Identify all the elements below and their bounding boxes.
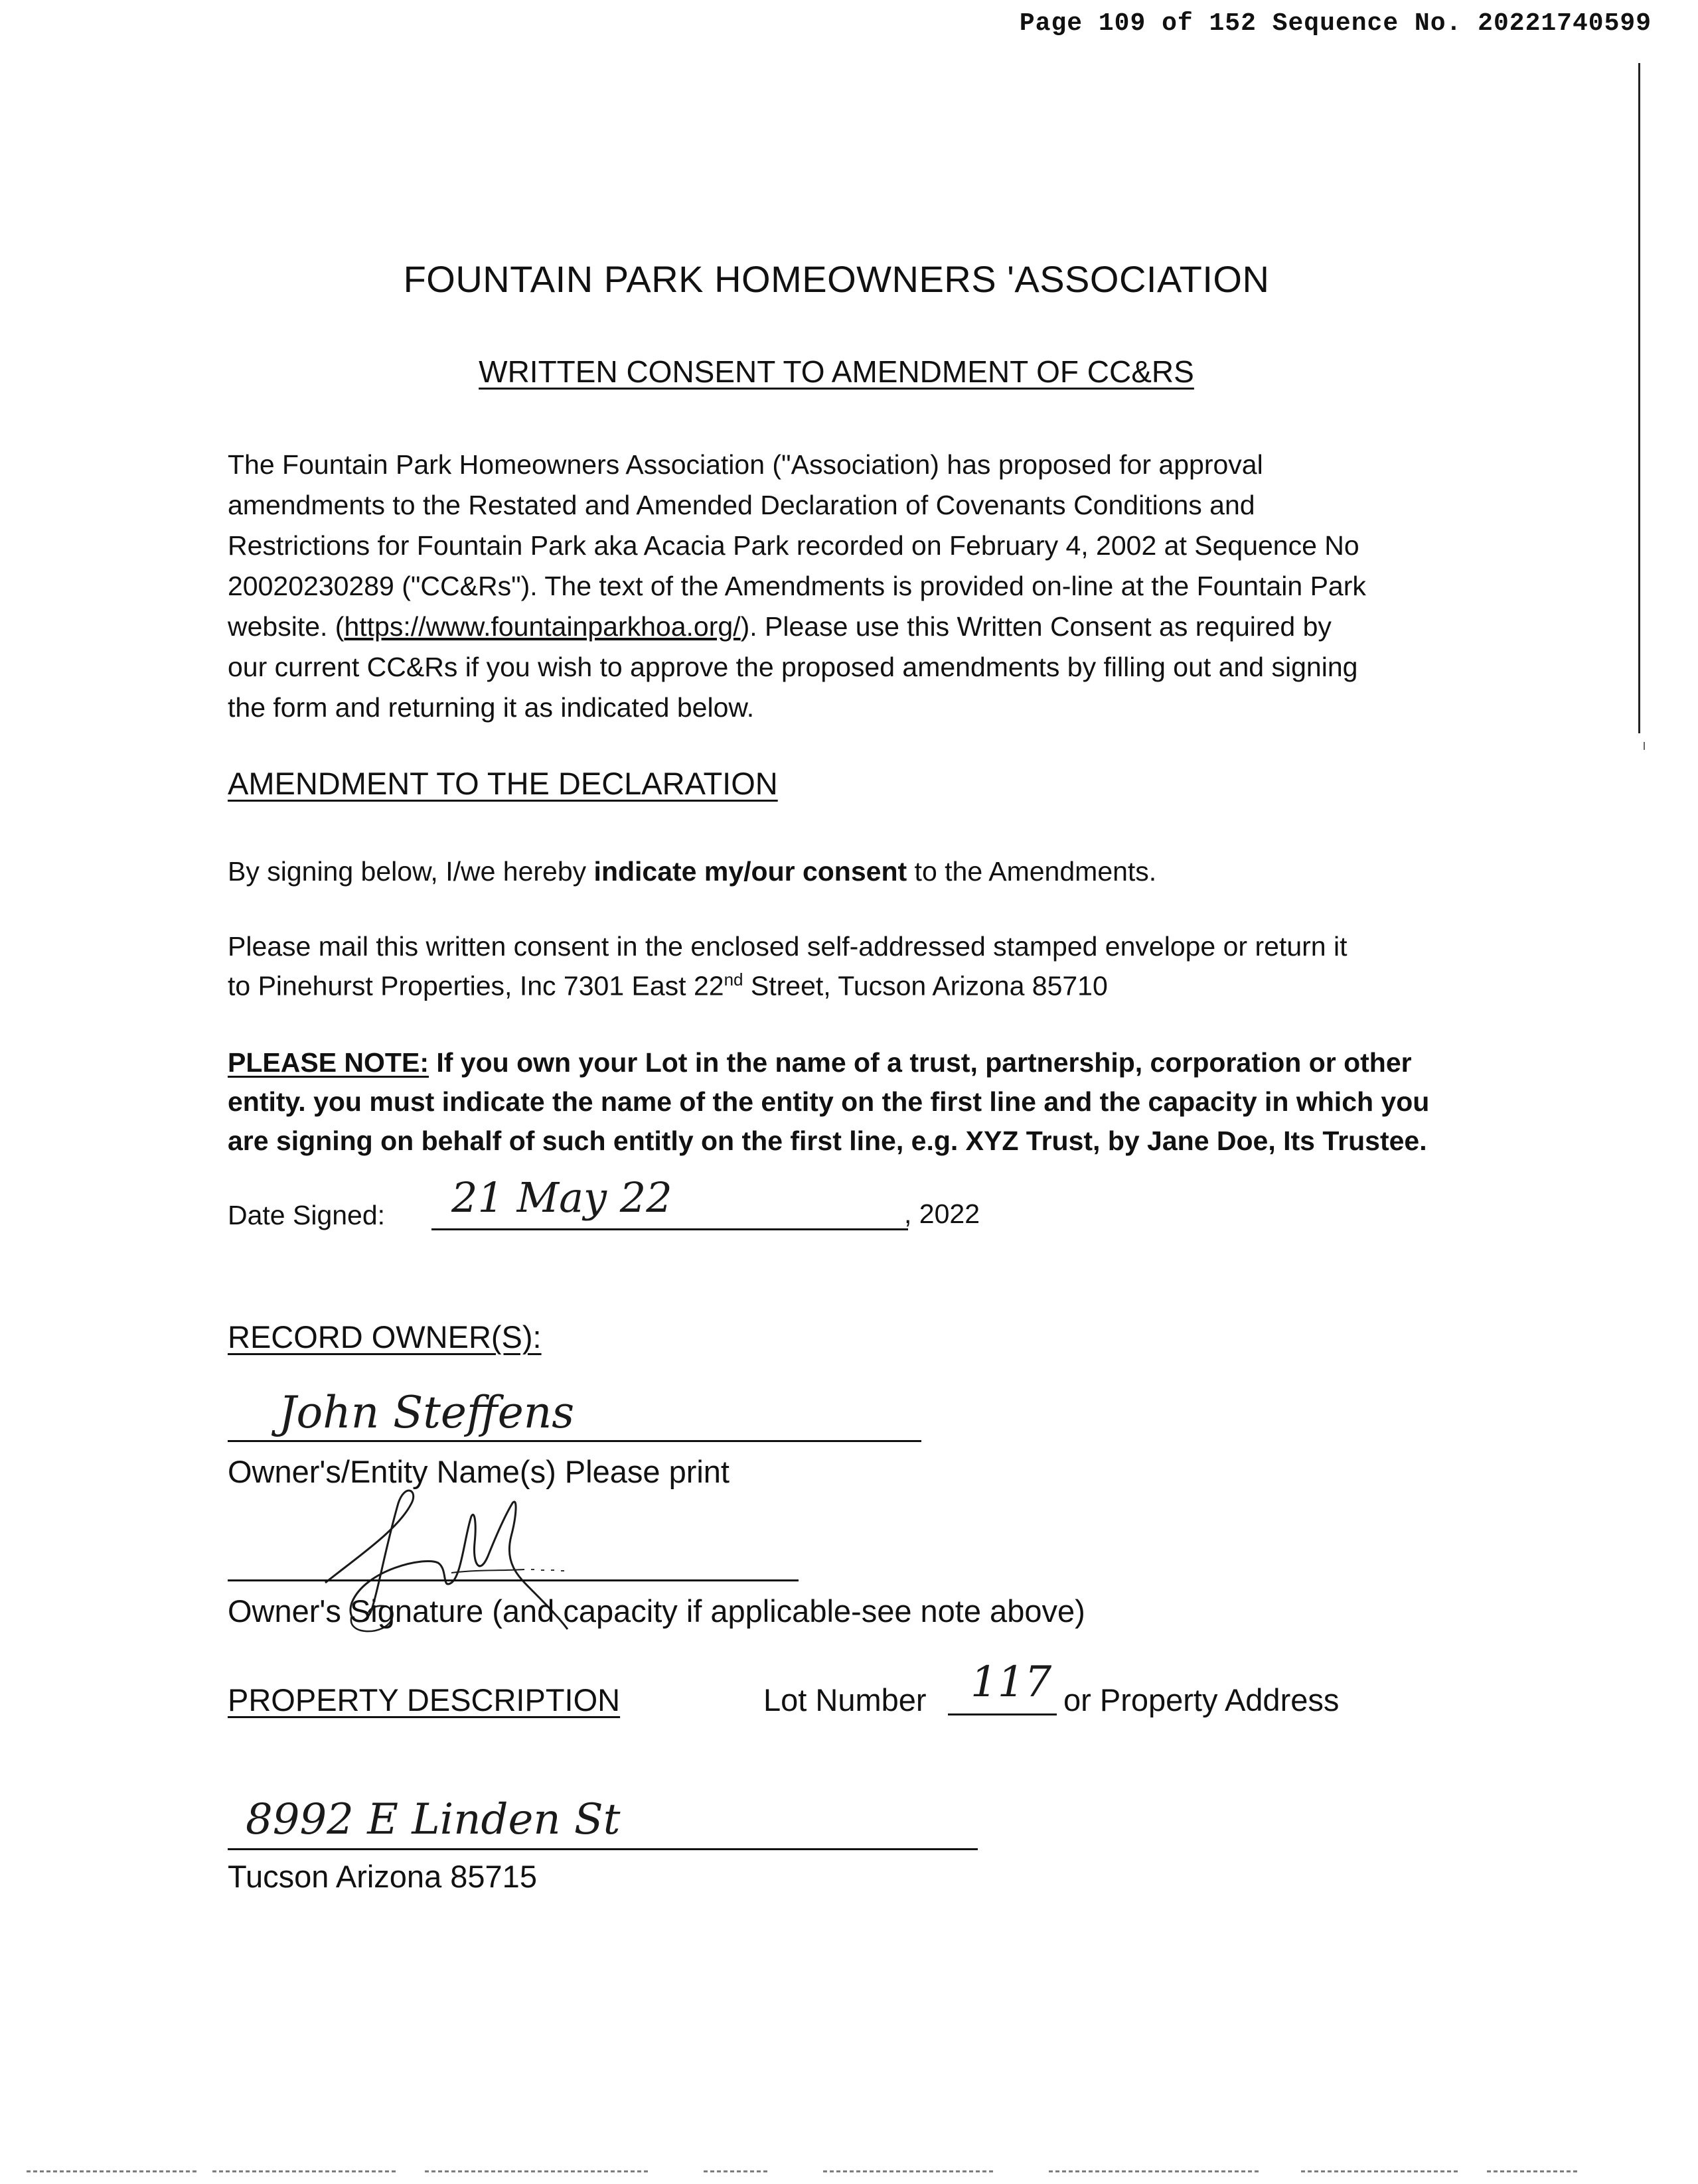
consent-text-end: to the Amendments. <box>907 856 1157 887</box>
consent-text: By signing below, I/we hereby <box>228 856 594 887</box>
property-address-line <box>228 1848 978 1850</box>
intro-paragraph <box>228 445 1502 728</box>
consent-statement <box>228 856 1156 887</box>
subtitle-text: WRITTEN CONSENT TO AMENDMENT OF CC&RS <box>479 354 1194 389</box>
intro-line <box>228 607 1502 647</box>
owner-name-handwriting: John Steffens <box>279 1387 575 1438</box>
owner-signature-line <box>228 1579 799 1581</box>
note-label: PLEASE NOTE: <box>228 1047 429 1078</box>
lot-number-label: Lot Number <box>763 1682 927 1717</box>
intro-line: our current CC&Rs if you wish to approve the proposed amendments by filling out and signing <box>228 652 1358 682</box>
intro-line: The Fountain Park Homeowners Association ("Association) has proposed for approval <box>228 449 1263 480</box>
owner-name-line <box>228 1440 921 1442</box>
property-description-heading: PROPERTY DESCRIPTION <box>228 1682 621 1717</box>
mail-address: to Pinehurst Properties, Inc 7301 East 22 <box>228 970 724 1001</box>
intro-line: the form and returning it as indicated below. <box>228 692 755 723</box>
date-year-suffix: , 2022 <box>904 1199 980 1229</box>
date-signed-label: Date Signed: <box>228 1200 386 1230</box>
intro-line-end: ). Please use this Written Consent as required by <box>740 611 1332 642</box>
mail-instruction-line: Please mail this written consent in the enclosed self-addressed stamped envelope or return it <box>228 931 1348 962</box>
lot-number-line <box>948 1713 1057 1715</box>
scan-speck <box>1644 742 1645 750</box>
owner-signature-label: Owner's Signature (and capacity if applicable-see note above) <box>228 1593 1085 1629</box>
amendment-heading: AMENDMENT TO THE DECLARATION <box>228 766 778 801</box>
mail-address-end: Street, Tucson Arizona 85710 <box>743 970 1108 1001</box>
note-text: If you own your Lot in the name of a trust, partnership, corporation or other <box>428 1047 1412 1078</box>
page-sequence-stamp: Page 109 of 152 Sequence No. 20221740599 <box>1019 9 1652 38</box>
please-note-block <box>228 1043 1429 1161</box>
date-signed-line <box>431 1228 908 1230</box>
city-state-zip: Tucson Arizona 85715 <box>228 1859 537 1894</box>
intro-line: amendments to the Restated and Amended Declaration of Covenants Conditions and <box>228 490 1255 520</box>
note-line <box>228 1043 1429 1082</box>
note-line: are signing on behalf of such entitly on the first line, e.g. XYZ Trust, by Jane Doe, Its Trustee. <box>228 1126 1427 1156</box>
property-address-handwriting: 8992 E Linden St <box>246 1795 621 1844</box>
consent-emphasis: indicate my/our consent <box>593 856 907 887</box>
owner-name-label: Owner's/Entity Name(s) Please print <box>228 1454 730 1489</box>
date-signed-handwriting: 21 May 22 <box>451 1173 672 1222</box>
property-address-label: or Property Address <box>1063 1682 1340 1717</box>
intro-line: Restrictions for Fountain Park aka Acacia Park recorded on February 4, 2002 at Sequence No <box>228 530 1359 561</box>
note-line: entity. you must indicate the name of the entity on the first line and the capacity in which you <box>228 1086 1430 1117</box>
scan-edge-line <box>1638 63 1640 733</box>
mail-address-line <box>228 970 1108 1002</box>
intro-line-start: website. ( <box>228 611 345 642</box>
document-subtitle <box>0 354 1673 390</box>
document-title: FOUNTAIN PARK HOMEOWNERS 'ASSOCIATION <box>403 258 1270 300</box>
hoa-website-link[interactable]: https://www.fountainparkhoa.org/ <box>344 611 741 642</box>
record-owners-heading: RECORD OWNER(S): <box>228 1319 542 1354</box>
ordinal-suffix: nd <box>724 970 743 989</box>
lot-number-handwriting: 117 <box>970 1658 1052 1707</box>
scan-bottom-edge <box>0 2169 1698 2174</box>
intro-line: 20020230289 ("CC&Rs"). The text of the Amendments is provided on-line at the Fountain Park <box>228 571 1366 601</box>
